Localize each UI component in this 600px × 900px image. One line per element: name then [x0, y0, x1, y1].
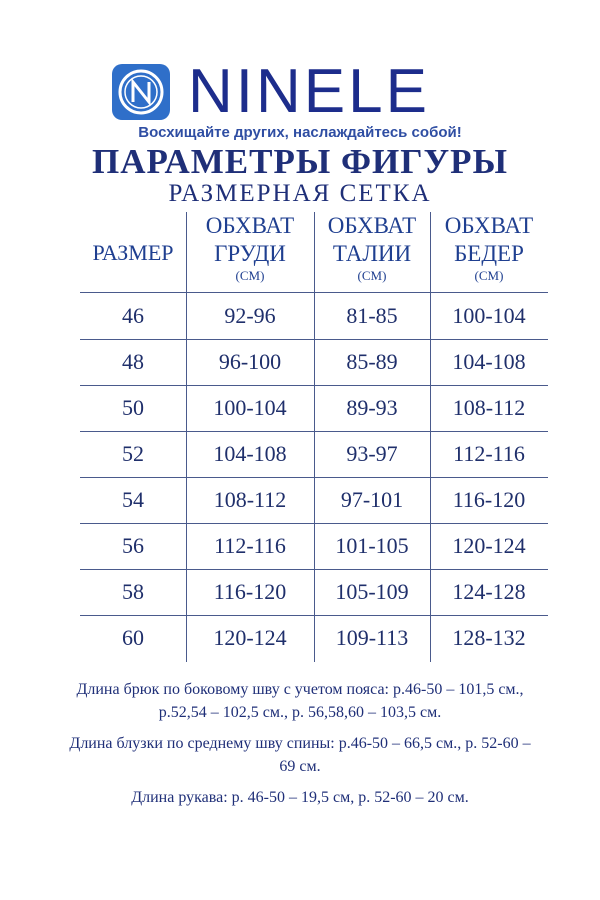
brand-name: NINELE	[188, 57, 430, 126]
header-chest-line2: ГРУДИ	[214, 241, 286, 266]
note-blouse-length: Длина блузки по среднему шву спины: р.46-50 – 66,5 см., р. 52-60 – 69 см.	[69, 735, 531, 775]
page-title: ПАРАМЕТРЫ ФИГУРЫ	[92, 142, 508, 181]
header-chest-unit: (СМ)	[235, 268, 265, 283]
cell-chest: 100-104	[213, 395, 287, 420]
header-waist-unit: (СМ)	[357, 268, 387, 283]
cell-waist: 101-105	[335, 533, 409, 558]
header-hips-line2: БЕДЕР	[454, 241, 524, 266]
table-row	[80, 339, 548, 385]
header-size	[80, 212, 186, 294]
cell-hips: 104-108	[452, 349, 526, 374]
cell-size: 58	[122, 579, 144, 604]
table-row	[80, 615, 548, 661]
cell-chest: 116-120	[213, 579, 287, 604]
header-waist-line1: ОБХВАТ	[327, 213, 417, 238]
cell-size: 46	[122, 303, 144, 328]
cell-hips: 128-132	[452, 625, 526, 650]
header-chest	[186, 212, 314, 294]
cell-chest: 104-108	[213, 441, 287, 466]
note-sleeve-length: Длина рукава: р. 46-50 – 19,5 см, р. 52-60 – 20 см.	[131, 789, 469, 806]
cell-hips: 120-124	[452, 533, 526, 558]
header-waist-line2: ТАЛИИ	[332, 241, 412, 266]
header-hips	[430, 212, 548, 294]
measurement-notes	[60, 678, 540, 817]
cell-waist: 97-101	[340, 487, 404, 512]
cell-waist: 81-85	[346, 303, 398, 328]
cell-size: 54	[122, 487, 144, 512]
cell-waist: 105-109	[335, 579, 409, 604]
table-row	[80, 431, 548, 477]
cell-hips: 108-112	[452, 395, 526, 420]
table-row	[80, 293, 548, 339]
note-trousers-length: Длина брюк по боковому шву с учетом пояса: р.46-50 – 101,5 см., р.52,54 – 102,5 см., р. 56,58,60 – 103,5 см.	[76, 681, 524, 721]
cell-hips: 112-116	[453, 441, 525, 466]
cell-hips: 124-128	[452, 579, 526, 604]
size-table	[80, 212, 548, 650]
header-hips-line1: ОБХВАТ	[444, 213, 534, 238]
cell-waist: 85-89	[346, 349, 398, 374]
cell-chest: 96-100	[218, 349, 282, 374]
cell-size: 48	[122, 349, 144, 374]
table-row	[80, 569, 548, 615]
page-subtitle: РАЗМЕРНАЯ СЕТКА	[168, 180, 432, 207]
header-hips-unit: (СМ)	[474, 268, 504, 283]
cell-size: 60	[122, 625, 144, 650]
cell-chest: 120-124	[213, 625, 287, 650]
n-monogram-icon	[112, 64, 170, 120]
brand-logo	[110, 57, 500, 126]
cell-hips: 116-120	[452, 487, 526, 512]
cell-size: 52	[122, 441, 144, 466]
cell-waist: 93-97	[346, 441, 398, 466]
cell-size: 56	[122, 533, 144, 558]
table-row	[80, 477, 548, 523]
cell-waist: 109-113	[335, 625, 409, 650]
cell-waist: 89-93	[346, 395, 398, 420]
cell-size: 50	[122, 395, 144, 420]
cell-chest: 92-96	[224, 303, 276, 328]
cell-hips: 100-104	[452, 303, 526, 328]
brand-slogan: Восхищайте других, наслаждайтесь собой!	[138, 124, 462, 141]
header-chest-line1: ОБХВАТ	[205, 213, 295, 238]
table-row	[80, 523, 548, 569]
cell-chest: 112-116	[214, 533, 286, 558]
header-size-label: РАЗМЕР	[92, 240, 174, 265]
table-row	[80, 385, 548, 431]
header-waist	[314, 212, 430, 294]
cell-chest: 108-112	[213, 487, 287, 512]
